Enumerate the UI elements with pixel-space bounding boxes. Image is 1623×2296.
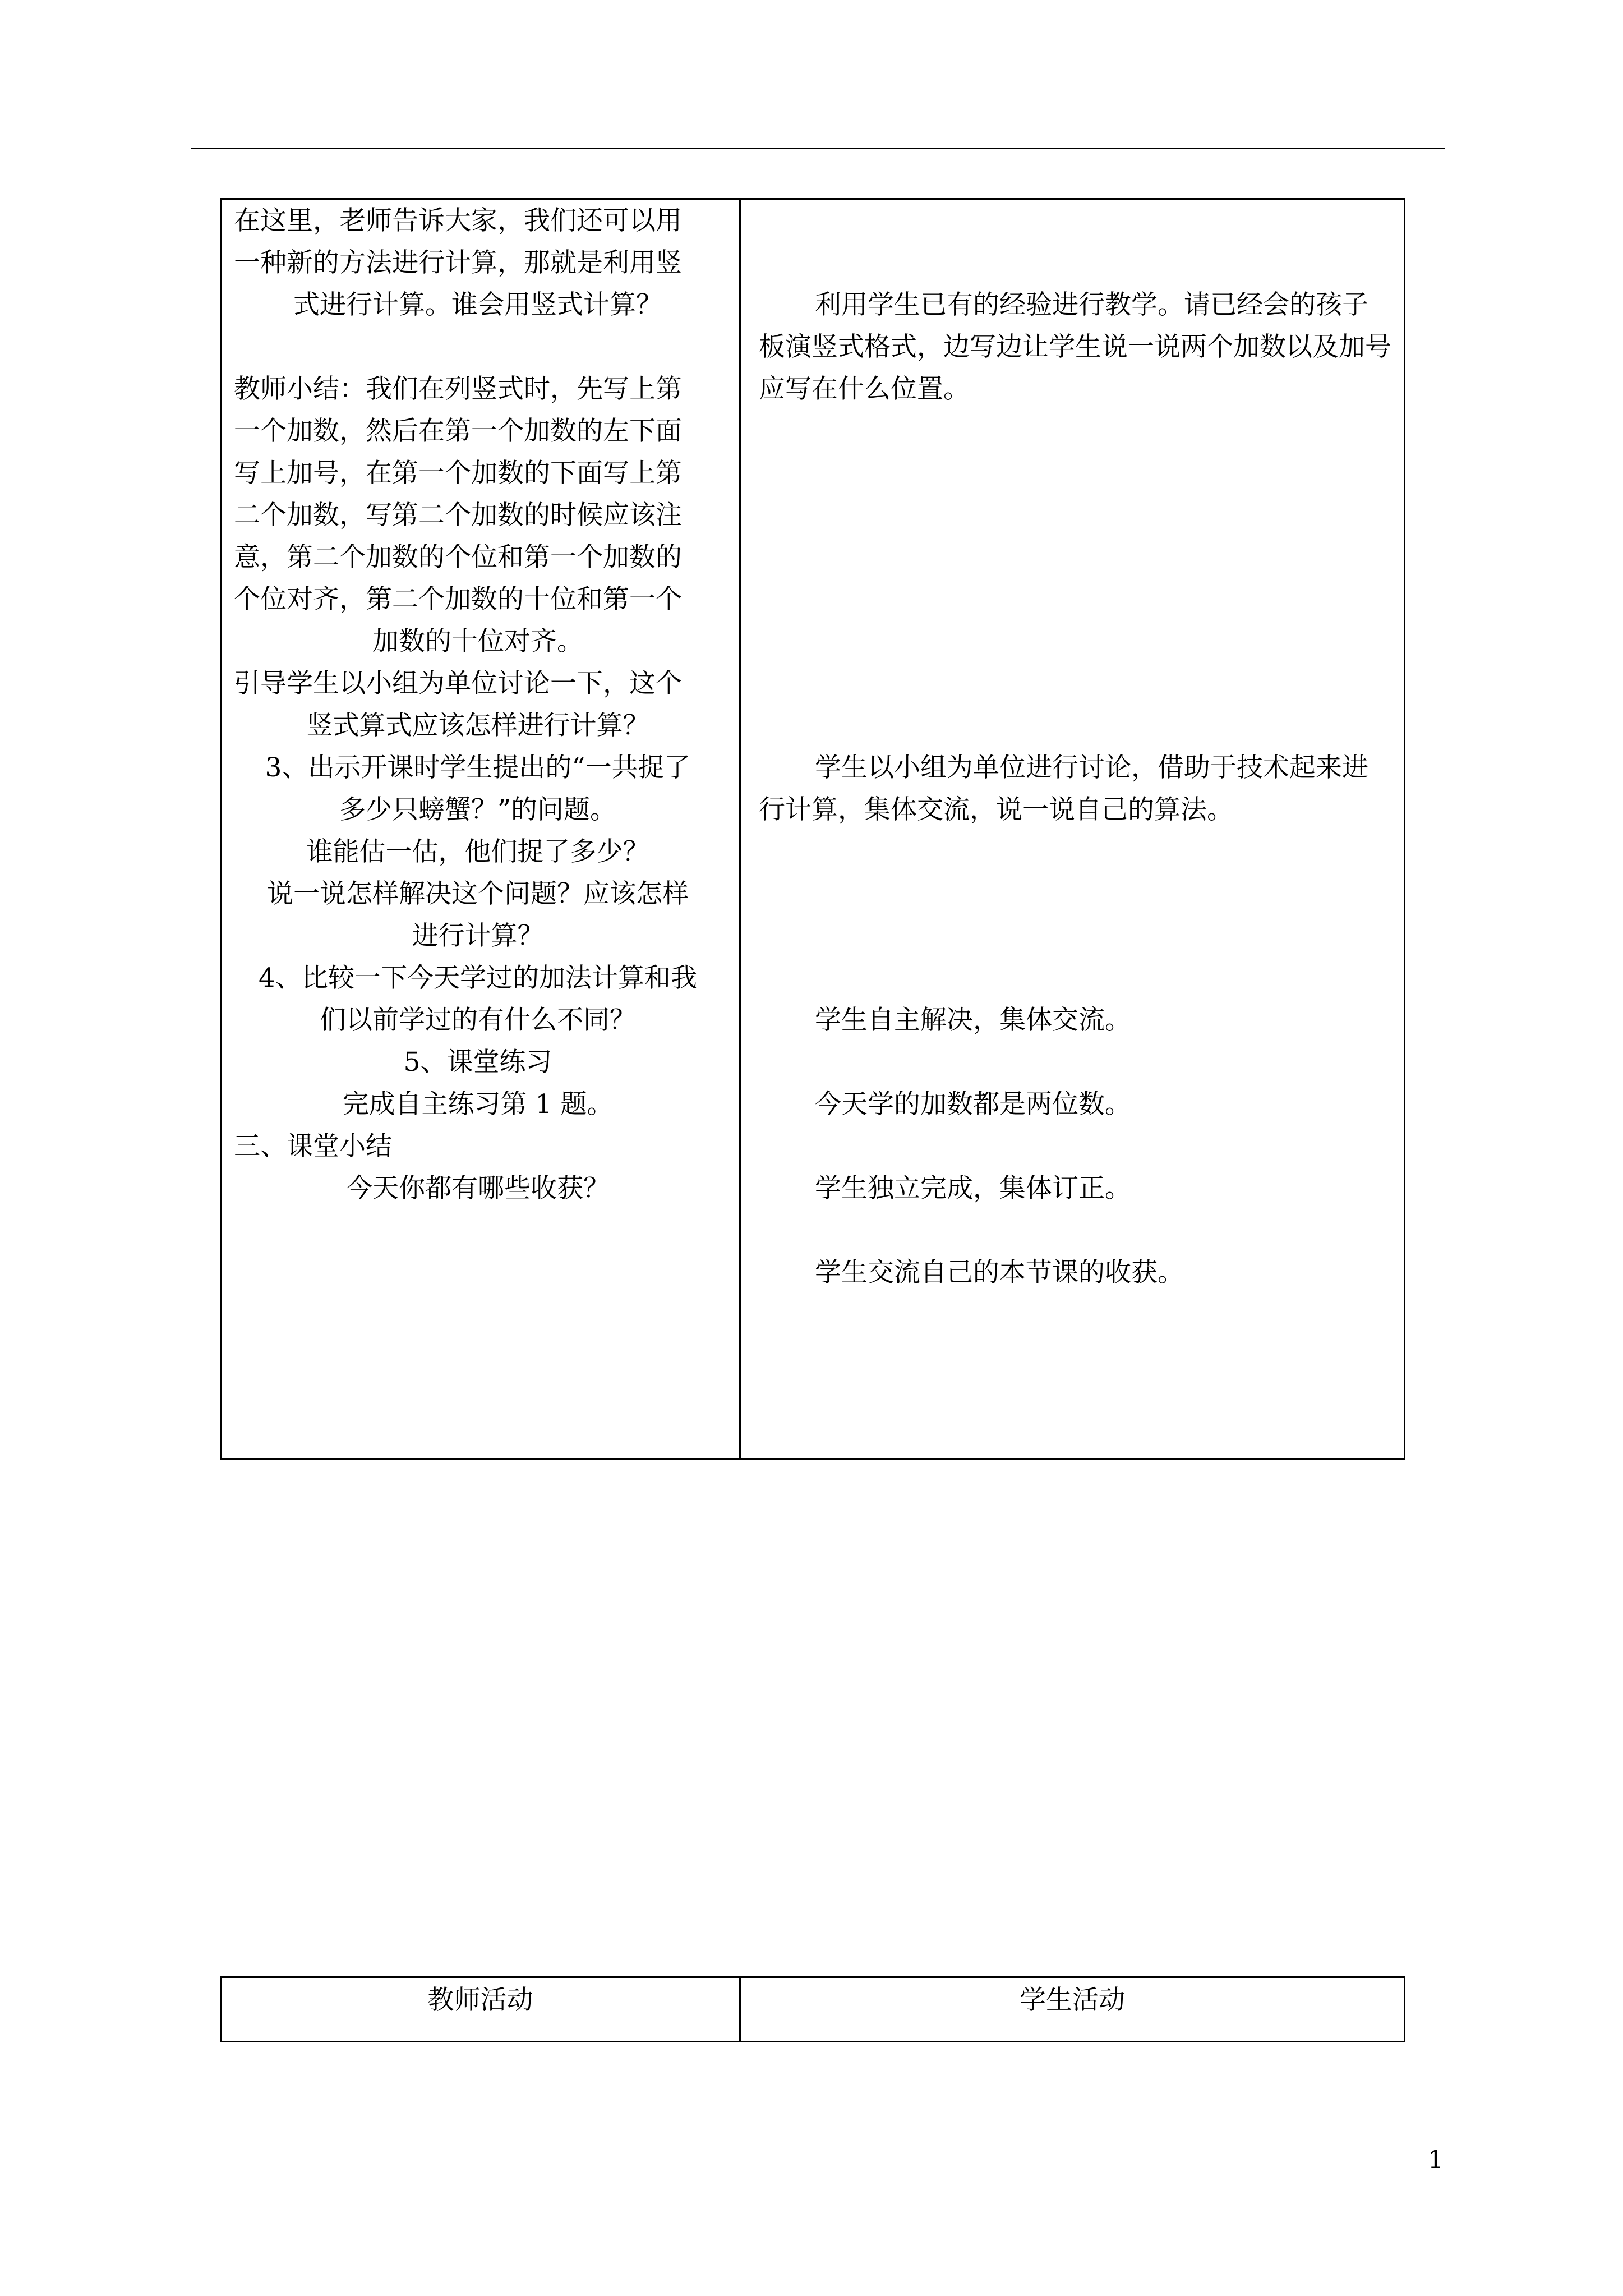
lesson-table: [220, 198, 1405, 1460]
teacher-line: 二个加数，写第二个加数的时候应该注: [234, 500, 682, 531]
teacher-line: 多少只螃蟹？”的问题。: [339, 794, 617, 825]
student-paragraph: 学生交流自己的本节课的收获。: [815, 1257, 1184, 1288]
student-paragraph: 今天学的加数都是两位数。: [815, 1089, 1131, 1120]
teacher-line: 一种新的方法进行计算，那就是利用竖: [234, 247, 682, 278]
teacher-line: 进行计算？: [412, 921, 544, 951]
teacher-line: 教师小结：我们在列竖式时，先写上第: [234, 374, 682, 404]
page-number: 1: [1428, 2146, 1444, 2174]
column-divider: [739, 200, 741, 1458]
teacher-line: 个位对齐，第二个加数的十位和第一个: [234, 584, 682, 615]
teacher-line: 完成自主练习第 1 题。: [342, 1089, 614, 1120]
teacher-line: 谁能估一估，他们捉了多少？: [306, 836, 649, 867]
student-paragraph: 学生以小组为单位进行讨论，借助于技术起来进行计算，集体交流，说一说自己的算法。: [759, 752, 1368, 825]
teacher-line: 加数的十位对齐。: [372, 626, 583, 657]
teacher-line: 引导学生以小组为单位讨论一下，这个: [234, 668, 682, 699]
header-rule: [191, 148, 1445, 149]
student-paragraph: 学生独立完成，集体订正。: [815, 1173, 1131, 1204]
teacher-line: 3、出示开课时学生提出的“一共捉了: [265, 752, 691, 783]
student-activity-header: 学生活动: [1020, 1985, 1125, 2016]
teacher-line: 一个加数，然后在第一个加数的左下面: [234, 416, 682, 447]
blank-line: [234, 326, 722, 368]
teacher-line: 三、课堂小结: [234, 1131, 392, 1162]
teacher-line: 4、比较一下今天学过的加法计算和我: [259, 963, 697, 993]
teacher-line: 在这里，老师告诉大家，我们还可以用: [234, 205, 682, 236]
teacher-line: 竖式算式应该怎样进行计算？: [306, 710, 649, 741]
teacher-line: 意，第二个加数的个位和第一个加数的: [234, 542, 682, 573]
teacher-line: 式进行计算。谁会用竖式计算？: [293, 289, 662, 320]
teacher-activity-cell: [234, 200, 722, 1209]
teacher-line: 5、课堂练习: [403, 1047, 552, 1078]
teacher-line: 写上加号，在第一个加数的下面写上第: [234, 458, 682, 489]
student-activity-cell: [759, 200, 1393, 1294]
teacher-activity-header: 教师活动: [427, 1985, 533, 2016]
student-paragraph: 利用学生已有的经验进行教学。请已经会的孩子板演竖式格式，边写边让学生说一说两个加数以及加号应写在什么位置。: [759, 289, 1391, 404]
teacher-line: 们以前学过的有什么不同？: [320, 1005, 636, 1036]
teacher-line: 今天你都有哪些收获？: [346, 1173, 610, 1204]
teacher-line: 说一说怎样解决这个问题？应该怎样: [267, 878, 689, 909]
activity-header-table: [220, 1976, 1405, 2042]
student-paragraph: 学生自主解决，集体交流。: [815, 1005, 1131, 1036]
